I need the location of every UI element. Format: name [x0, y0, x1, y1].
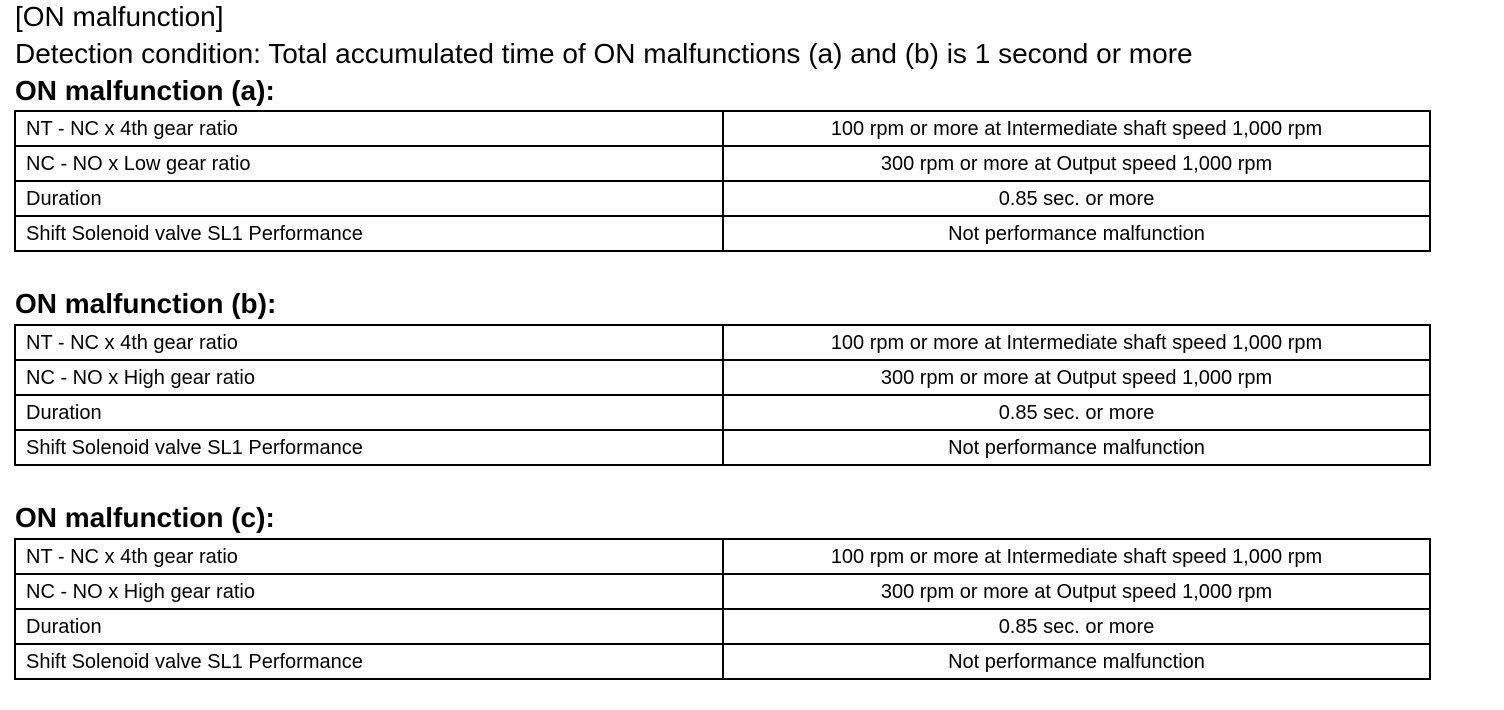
value-cell: 100 rpm or more at Intermediate shaft speed 1,000 rpm: [723, 539, 1430, 574]
table-row: [15, 181, 1430, 216]
param-cell: Duration: [15, 609, 723, 644]
detection-condition: Detection condition: Total accumulated time of ON malfunctions (a) and (b) is 1 second or more: [15, 38, 1193, 69]
section-title-a: ON malfunction (a):: [15, 75, 275, 106]
value-cell: 300 rpm or more at Output speed 1,000 rpm: [723, 574, 1430, 609]
section-title-c: ON malfunction (c):: [15, 502, 275, 533]
param-cell: Shift Solenoid valve SL1 Performance: [15, 216, 723, 251]
value-cell: Not performance malfunction: [723, 644, 1430, 679]
table-row: [15, 216, 1430, 251]
param-cell: NT - NC x 4th gear ratio: [15, 325, 723, 360]
spec-table-a: [14, 110, 1431, 252]
param-cell: Duration: [15, 395, 723, 430]
spec-table-b: [14, 324, 1431, 466]
table-row: [15, 146, 1430, 181]
table-row: [15, 325, 1430, 360]
param-cell: Shift Solenoid valve SL1 Performance: [15, 644, 723, 679]
table-row: [15, 574, 1430, 609]
param-cell: NC - NO x High gear ratio: [15, 360, 723, 395]
spec-table-c: [14, 538, 1431, 680]
table-row: [15, 539, 1430, 574]
param-cell: NT - NC x 4th gear ratio: [15, 111, 723, 146]
value-cell: 300 rpm or more at Output speed 1,000 rpm: [723, 360, 1430, 395]
document-title: [ON malfunction]: [15, 1, 224, 32]
value-cell: 100 rpm or more at Intermediate shaft speed 1,000 rpm: [723, 325, 1430, 360]
value-cell: 0.85 sec. or more: [723, 395, 1430, 430]
value-cell: Not performance malfunction: [723, 430, 1430, 465]
value-cell: 0.85 sec. or more: [723, 181, 1430, 216]
table-row: [15, 644, 1430, 679]
value-cell: Not performance malfunction: [723, 216, 1430, 251]
table-row: [15, 111, 1430, 146]
value-cell: 100 rpm or more at Intermediate shaft speed 1,000 rpm: [723, 111, 1430, 146]
section-title-b: ON malfunction (b):: [15, 288, 277, 319]
table-row: [15, 430, 1430, 465]
param-cell: Shift Solenoid valve SL1 Performance: [15, 430, 723, 465]
table-row: [15, 360, 1430, 395]
param-cell: NT - NC x 4th gear ratio: [15, 539, 723, 574]
param-cell: Duration: [15, 181, 723, 216]
value-cell: 0.85 sec. or more: [723, 609, 1430, 644]
value-cell: 300 rpm or more at Output speed 1,000 rpm: [723, 146, 1430, 181]
param-cell: NC - NO x Low gear ratio: [15, 146, 723, 181]
param-cell: NC - NO x High gear ratio: [15, 574, 723, 609]
table-row: [15, 395, 1430, 430]
table-row: [15, 609, 1430, 644]
